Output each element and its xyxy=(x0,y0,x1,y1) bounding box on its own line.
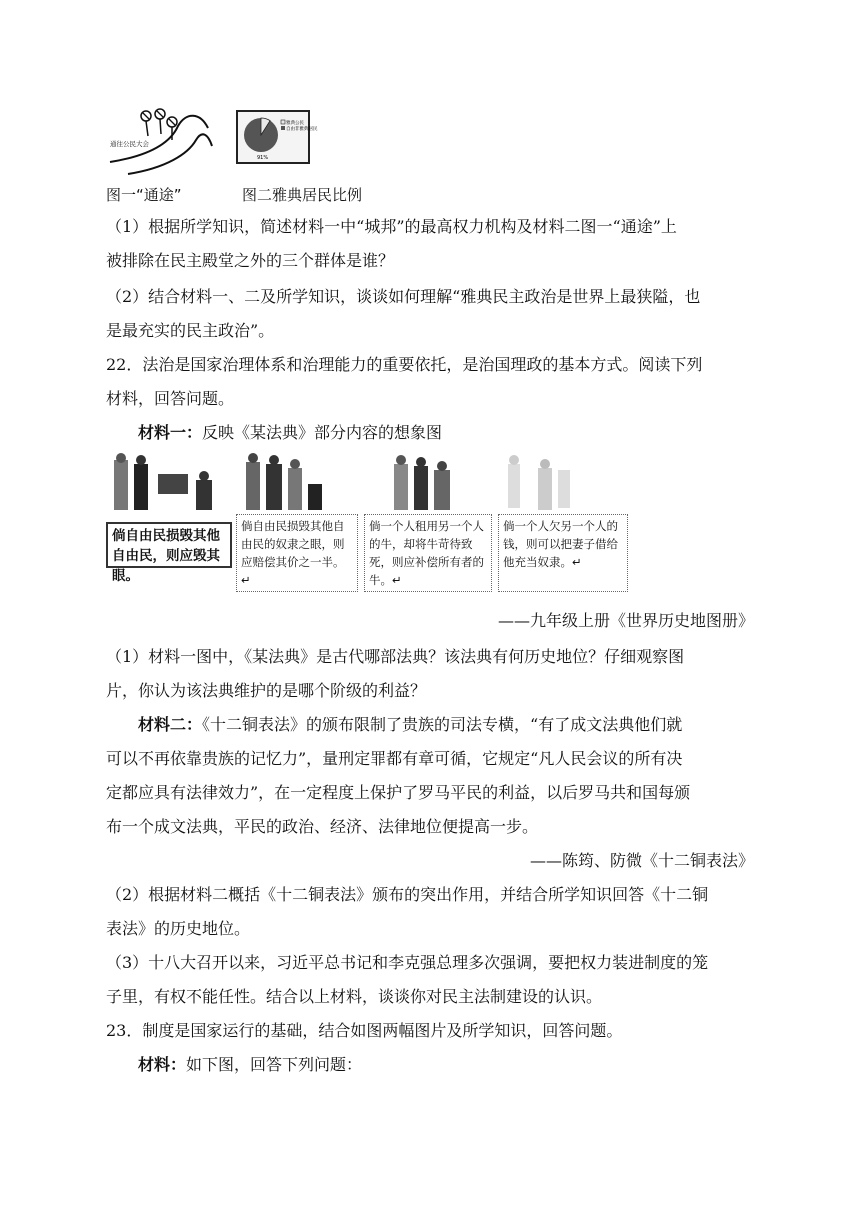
q22-part3-line2: 子里，有权不能任性。结合以上材料，谈谈你对民主法制建设的认识。 xyxy=(106,987,603,1006)
law-illustration-strip xyxy=(106,450,636,598)
q22-material2-line3: 定都应具有法律效力”，在一定程度上保护了罗马平民的利益，以后罗马共和国每颁 xyxy=(106,783,691,802)
q23-material-text: 如下图，回答下列问题： xyxy=(186,1055,363,1074)
legend-swatch-noncitizen xyxy=(281,126,285,130)
q22-material2-line2: 可以不再依靠贵族的记忆力”，量刑定罪都有章可循，它规定“凡人民会议的所有决 xyxy=(106,749,683,768)
law-panel-2: 倘自由民损毁其他自由民的奴隶之眼，则应赔偿其价之一半。↵ xyxy=(236,514,358,592)
pie-percent-label: 91% xyxy=(257,155,269,161)
legend-label-noncitizen: 自由非雅典居民 xyxy=(286,127,318,132)
law-panel-1: 倘自由民损毁其他自由民，则应毁其眼。 xyxy=(106,522,232,568)
q22-intro-line2: 材料，回答问题。 xyxy=(106,389,235,408)
q22-intro-line1: 22．法治是国家治理体系和治理能力的重要依托，是治国理政的基本方式。阅读下列 xyxy=(106,355,703,374)
material1-label: 材料一： xyxy=(138,423,203,442)
q22-part2-line1: （2）根据材料二概括《十二铜表法》颁布的突出作用，并结合所学知识回答《十二铜 xyxy=(106,885,709,904)
figures-scene-3 xyxy=(368,450,488,520)
figures-scene-4 xyxy=(498,450,618,520)
figure-caption-2: 图二雅典居民比例 xyxy=(242,186,363,204)
legend-swatch-citizen xyxy=(281,120,285,124)
q22-part1-line1: （1）材料一图中，《某法典》是古代哪部法典？该法典有何历史地位？仔细观察图 xyxy=(106,647,685,666)
road-edge-outer xyxy=(110,116,208,162)
material2-source: ——陈筠、防微《十二铜表法》 xyxy=(529,851,754,870)
figures-scene-1 xyxy=(106,450,232,520)
q22-material2-line1 xyxy=(138,714,682,736)
q21-part1-line2: 被排除在民主殿堂之外的三个群体是谁？ xyxy=(106,251,395,270)
legend-label-citizen: 雅典公民 xyxy=(286,121,304,126)
q22-part1-line2: 片，你认为该法典维护的是哪个阶级的利益？ xyxy=(106,681,427,700)
material1-source: ——九年级上册《世界历史地图册》 xyxy=(497,611,754,630)
q22-part3-line1: （3）十八大召开以来，习近平总书记和李克强总理多次强调，要把权力装进制度的笼 xyxy=(106,953,709,972)
figures-scene-2 xyxy=(236,450,356,520)
fig1-road-label: 通往公民大会 xyxy=(110,140,149,148)
signpost-icon xyxy=(141,111,151,136)
q21-part2-line2: 是最充实的民主政治”。 xyxy=(106,321,275,340)
q23-material-heading xyxy=(138,1054,362,1076)
q22-material2-line4: 布一个成文法典，平民的政治、经济、法律地位便提高一步。 xyxy=(106,817,539,836)
signpost-icon xyxy=(155,109,165,134)
law-panel-4: 倘一个人欠另一个人的钱，则可以把妻子借给他充当奴隶。↵ xyxy=(498,514,628,592)
pie-chart xyxy=(237,111,318,163)
material1-text: 反映《某法典》部分内容的想象图 xyxy=(202,423,443,442)
figure-caption-1: 图一“通途” xyxy=(106,186,182,204)
material2-text-1: 《十二铜表法》的颁布限制了贵族的司法专横，“有了成文法典他们就 xyxy=(202,715,683,734)
law-panel-3: 倘一个人租用另一个人的牛，却将牛苛待致死，则应补偿所有者的牛。↵ xyxy=(364,514,492,592)
signpost-icon xyxy=(167,117,177,140)
q23-intro: 23．制度是国家运行的基础，结合如图两幅图片及所学知识，回答问题。 xyxy=(106,1021,623,1040)
q21-part1-line1: （1）根据所学知识，简述材料一中“城邦”的最高权力机构及材料二图一“通途”上 xyxy=(106,217,677,236)
figure-road-illustration xyxy=(108,104,218,176)
q23-material-label: 材料： xyxy=(138,1055,187,1074)
material2-label: 材料二： xyxy=(138,715,203,734)
figure-residents-chart xyxy=(236,110,318,164)
q22-material1-heading xyxy=(138,422,442,444)
q22-part2-line2: 表法》的历史地位。 xyxy=(106,919,251,938)
q21-part2-line1: （2）结合材料一、二及所学知识，谈谈如何理解“雅典民主政治是世界上最狭隘，也 xyxy=(106,287,701,306)
